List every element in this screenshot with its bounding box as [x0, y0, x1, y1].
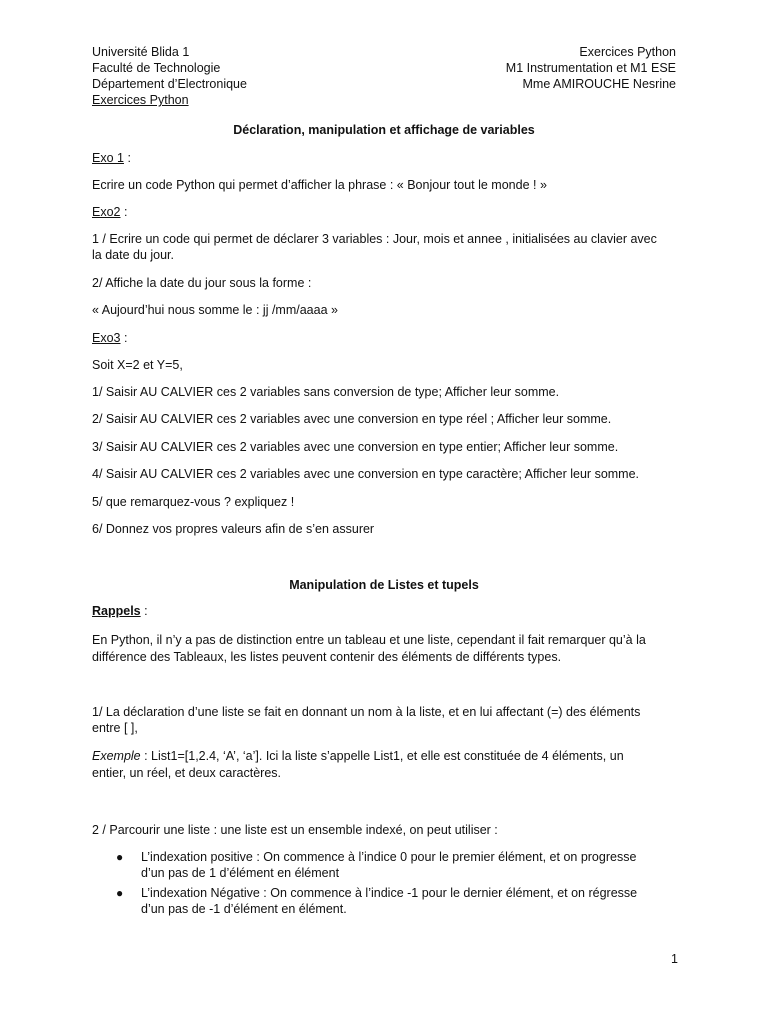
exo2-p2: 2/ Affiche la date du jour sous la forme :: [92, 276, 312, 290]
header-right: [506, 44, 676, 92]
exo2-heading: [92, 204, 127, 220]
faculty-name: Faculté de Technologie: [92, 61, 221, 75]
example-label: Exemple: [92, 749, 141, 763]
section1-title: Déclaration, manipulation et affichage de variables: [233, 123, 535, 137]
example-text: : List1=[1,2.4, ‘A’, ‘a’]. Ici la liste s’appelle List1, et elle est constituée de 4 éléments, un: [140, 749, 624, 763]
exo3-intro: Soit X=2 et Y=5,: [92, 358, 183, 372]
exo2-p3: « Aujourd’hui nous somme le : jj /mm/aaaa »: [92, 303, 338, 317]
bullet-item: [141, 885, 681, 917]
exo3-label: Exo3: [92, 331, 121, 345]
rappels-intro-line1: En Python, il n’y a pas de distinction entre un tableau et une liste, cependant il fait remarquer qu’à la: [92, 633, 646, 647]
declaration-line2: entre [ ],: [92, 721, 138, 735]
example-line1: [92, 748, 624, 764]
exo3-item: 2/ Saisir AU CALVIER ces 2 variables avec une conversion en type réel ; Afficher leur somme.: [92, 412, 612, 426]
bullet-line2: d’un pas de -1 d’élément en élément.: [141, 902, 347, 916]
bullet-line1: L’indexation Négative : On commence à l’indice -1 pour le dernier élément, et on régresse: [141, 886, 638, 900]
exo3-item: 5/ que remarquez-vous ? expliquez !: [92, 495, 295, 509]
parcourir-text: 2 / Parcourir une liste : une liste est un ensemble indexé, on peut utiliser :: [92, 823, 498, 837]
exo1-colon: :: [123, 151, 131, 165]
university-name: Université Blida 1: [92, 45, 190, 59]
exo2-colon: :: [120, 205, 128, 219]
example-line2: entier, un réel, et deux caractères.: [92, 766, 281, 780]
doc-title: Exercices Python: [579, 45, 676, 59]
exo2-label: Exo2: [92, 205, 121, 219]
bullet-line1: L’indexation positive : On commence à l’indice 0 pour le premier élément, et on progresse: [141, 850, 637, 864]
exo1-text: Ecrire un code Python qui permet d’afficher la phrase : « Bonjour tout le monde ! »: [92, 178, 547, 192]
page-number: 1: [671, 952, 678, 966]
rappels-heading: [92, 603, 148, 619]
rappels-intro-line2: différence des Tableaux, les listes peuvent contenir des éléments de différents types.: [92, 650, 562, 664]
author-name: Mme AMIROUCHE Nesrine: [522, 77, 676, 91]
exo3-item: 3/ Saisir AU CALVIER ces 2 variables avec une conversion en type entier; Afficher leur somme.: [92, 440, 619, 454]
course-title: Exercices Python: [92, 93, 189, 107]
section2-title: Manipulation de Listes et tupels: [289, 578, 479, 592]
exo3-item: 4/ Saisir AU CALVIER ces 2 variables avec une conversion en type caractère; Afficher leur somme.: [92, 467, 640, 481]
program-name: M1 Instrumentation et M1 ESE: [505, 61, 676, 75]
bullet-line2: d’un pas de 1 d’élément en élément: [141, 866, 340, 880]
exo3-colon: :: [120, 331, 128, 345]
department-name: Département d’Electronique: [92, 77, 247, 91]
exo1-heading: [92, 150, 131, 166]
exo3-heading: [92, 330, 127, 346]
header-left: [92, 44, 247, 108]
exo3-item: 1/ Saisir AU CALVIER ces 2 variables sans conversion de type; Afficher leur somme.: [92, 385, 560, 399]
declaration-line1: 1/ La déclaration d’une liste se fait en donnant un nom à la liste, et en lui affectant (=) des éléments: [92, 705, 641, 719]
exo3-item: 6/ Donnez vos propres valeurs afin de s’en assurer: [92, 522, 375, 536]
bullet-item: [141, 849, 681, 881]
rappels-label: Rappels: [92, 604, 141, 618]
bullet-icon: ●: [116, 886, 124, 900]
bullet-icon: ●: [116, 850, 124, 864]
exo2-p1-line1: 1 / Ecrire un code qui permet de déclarer 3 variables : Jour, mois et annee , initialisées au clavier avec: [92, 232, 657, 246]
exo1-label: Exo 1: [92, 151, 124, 165]
exo2-p1-line2: la date du jour.: [92, 248, 175, 262]
rappels-colon: :: [140, 604, 148, 618]
